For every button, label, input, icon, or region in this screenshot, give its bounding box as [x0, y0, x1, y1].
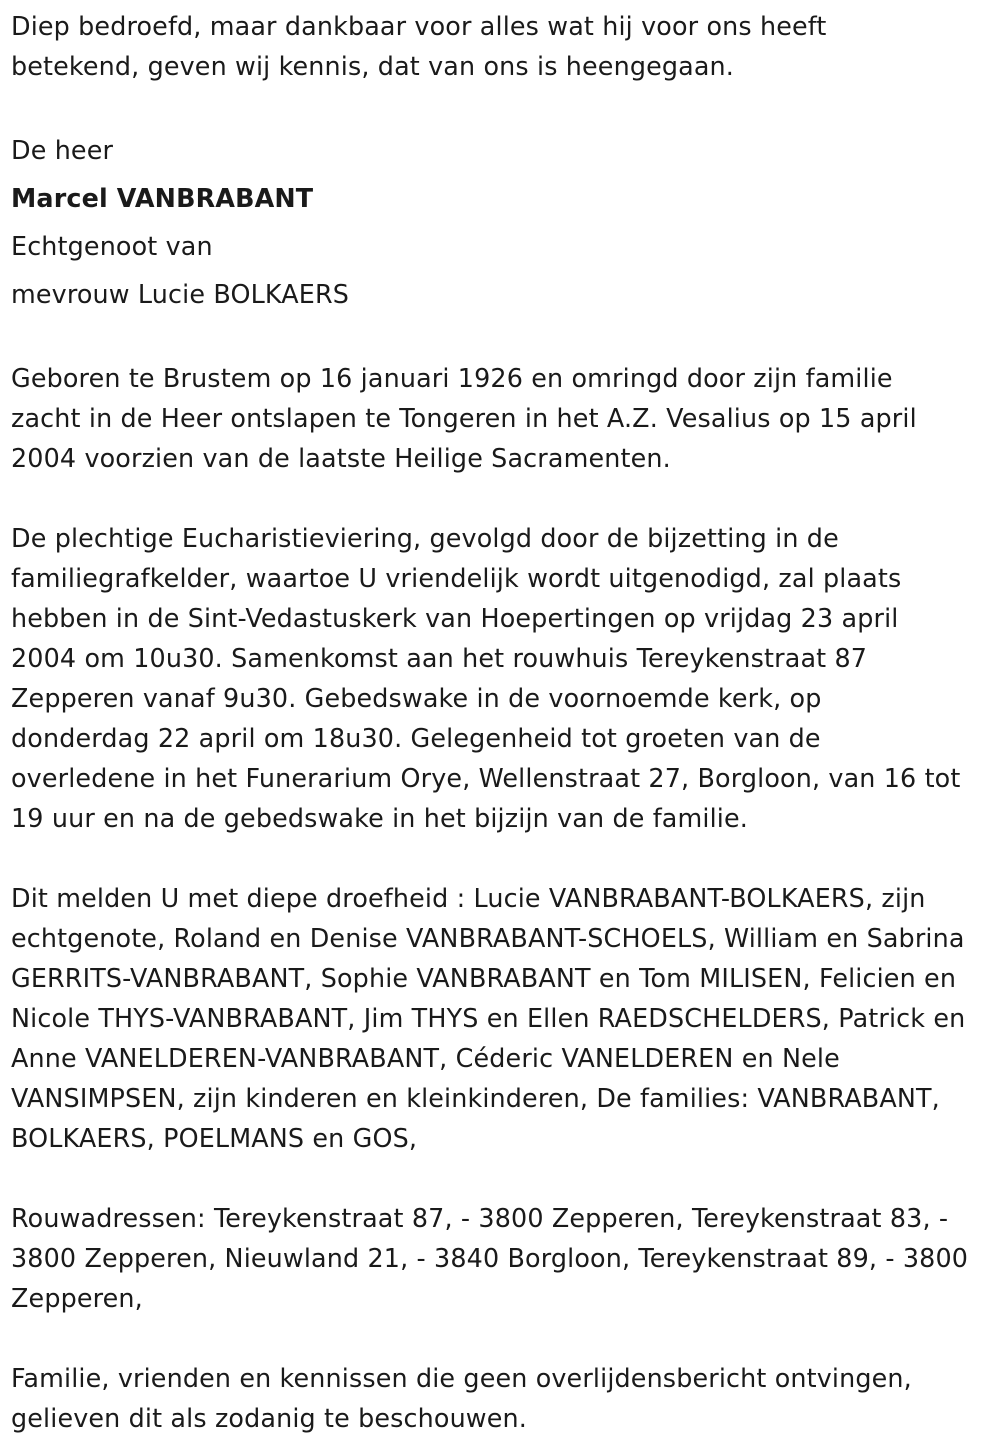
birth-death-paragraph: Geboren te Brustem op 16 januari 1926 en omringd door zijn familie zacht in de Heer ontslapen te Tongeren in het A.Z. Vesalius op 15 april 2004 voorzien van de laatste Heilige Sacramenten. [11, 363, 917, 473]
closing-paragraph: Familie, vrienden en kennissen die geen overlijdensbericht ontvingen, gelieven dit als zodanig te beschouwen. [11, 1363, 912, 1433]
addresses-paragraph: Rouwadressen: Tereykenstraat 87, - 3800 Zepperen, Tereykenstraat 83, - 3800 Zepperen, Nieuwland 21, - 3840 Borgloon, Tereykenstraat 89, - 3800 Zepperen, [11, 1203, 969, 1313]
deceased-name: Marcel VANBRABANT [11, 183, 314, 213]
ceremony-paragraph: De plechtige Eucharistieviering, gevolgd door de bijzetting in de familiegrafkelder, waartoe U vriendelijk wordt uitgenodigd, zal plaats hebben in de Sint-Vedastuskerk van Hoepertingen op vrijdag 23 april 2004 om 10u30. Samenkomst aan het rouwhuis Tereykenstraat 87 Zepperen vanaf 9u30. Gebedswake in de voornoemde kerk, op donderdag 22 april om 18u30. Gelegenheid tot groeten van de overledene in het Funerarium Orye, Wellenstraat 27, Borgloon, van 16 tot 19 uur en na de gebedswake in het bijzijn van de familie. [11, 523, 961, 833]
spouse-name: mevrouw Lucie BOLKAERS [11, 279, 350, 309]
death-notice [11, 0, 996, 1438]
spacer [11, 86, 996, 126]
title-prefix: De heer [11, 135, 114, 165]
spouse-label: Echtgenoot van [11, 231, 213, 261]
announcers-paragraph: Dit melden U met diepe droefheid : Lucie VANBRABANT-BOLKAERS, zijn echtgenote, Roland en Denise VANBRABANT-SCHOELS, William en Sabrina GERRITS-VANBRABANT, Sophie VANBRABANT en Tom MILISEN, Felicien en Nicole THYS-VANBRABANT, Jim THYS en Ellen RAEDSCHELDERS, Patrick en Anne VANELDEREN-VANBRABANT, Céderic VANELDEREN en Nele VANSIMPSEN, zijn kinderen en kleinkinderen, De families: VANBRABANT, BOLKAERS, POELMANS en GOS, [11, 883, 966, 1153]
spacer [11, 478, 996, 518]
spacer [11, 838, 996, 878]
spacer [11, 1318, 996, 1358]
intro-paragraph: Diep bedroefd, maar dankbaar voor alles wat hij voor ons heeft betekend, geven wij kennis, dat van ons is heengegaan. [11, 11, 827, 81]
spacer [11, 318, 996, 358]
spacer [11, 1158, 996, 1198]
